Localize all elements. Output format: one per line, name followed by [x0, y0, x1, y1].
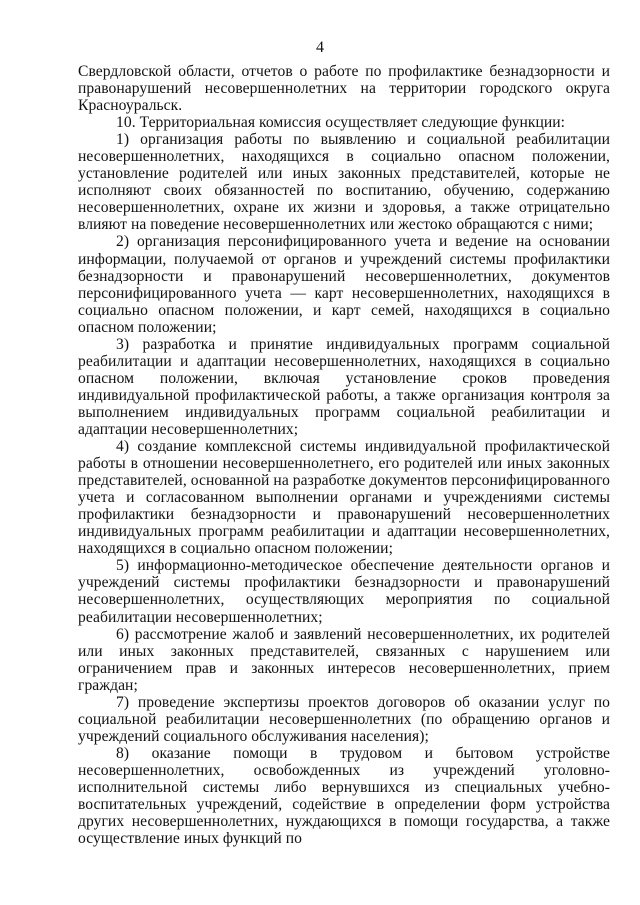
paragraph-function-5: 5) информационно-методическое обеспечение деятельности органов и учреждений системы профилактики безнадзорности и правонарушений несовершеннолетних, осуществляющих мероприятия по социальной реабилитации несовершеннолетних; [78, 557, 610, 626]
paragraph-function-8: 8) оказание помощи в трудовом и бытовом устройстве несовершеннолетних, освобожденных из учреждений уголовно-исполнительной системы либо вернувшихся из специальных учебно-воспитательных учреждений, содействие в определении форм устройства других несовершеннолетних, нуждающихся в помощи государства, а также осуществление иных функций по [78, 744, 610, 848]
paragraph-function-7: 7) проведение экспертизы проектов договоров об оказании услуг по социальной реабилитации несовершеннолетних (по обращению органов и учреждений социального обслуживания населения); [78, 693, 610, 745]
paragraph-function-3: 3) разработка и принятие индивидуальных программ социальной реабилитации и адаптации несовершеннолетних, находящихся в социально опасном положении, включая установление сроков проведения индивидуальной профилактической работы, а также организация контроля за выполнением индивидуальных программ социальной реабилитации и адаптации несовершеннолетних; [78, 335, 610, 438]
paragraph-function-6: 6) рассмотрение жалоб и заявлений несовершеннолетних, их родителей или иных законных представителей, связанных с нарушением или ограничением прав и законных интересов несовершеннолетних, прием граждан; [78, 625, 610, 694]
document-body [78, 63, 610, 847]
paragraph-function-4: 4) создание комплексной системы индивидуальной профилактической работы в отношении несовершеннолетнего, его родителей или иных законных представителей, основанной на разработке документов персонифицированного учета и согласованном выполнении органами и учреждениями системы профилактики безнадзорности и правонарушений несовершеннолетних индивидуальных программ реабилитации и адаптации несовершеннолетних, находящихся в социально опасном положении; [78, 438, 610, 558]
paragraph-function-2: 2) организация персонифицированного учета и ведение на основании информации, получаемой от органов и учреждений системы профилактики безнадзорности и правонарушений несовершеннолетних, документов персонифицированного учета — карт несовершеннолетних, находящихся в социально опасном положении, и карт семей, находящихся в социально опасном положении; [78, 233, 610, 336]
paragraph-function-1: 1) организация работы по выявлению и социальной реабилитации несовершеннолетних, находящихся в социально опасном положении, установление родителей или иных законных представителей, которые не исполняют своих обязанностей по воспитанию, обучению, содержанию несовершеннолетних, охране их жизни и здоровья, а также отрицательно влияют на поведение несовершеннолетних или жестоко обращаются с ними; [78, 131, 610, 234]
paragraph-continuation: Свердловской области, отчетов о работе по профилактике безнадзорности и правонарушений несовершеннолетних на территории городского округа Красноуральск. [78, 63, 610, 115]
paragraph-section-10-heading: 10. Территориальная комиссия осуществляет следующие функции: [116, 114, 566, 132]
page-number: 4 [316, 39, 324, 56]
